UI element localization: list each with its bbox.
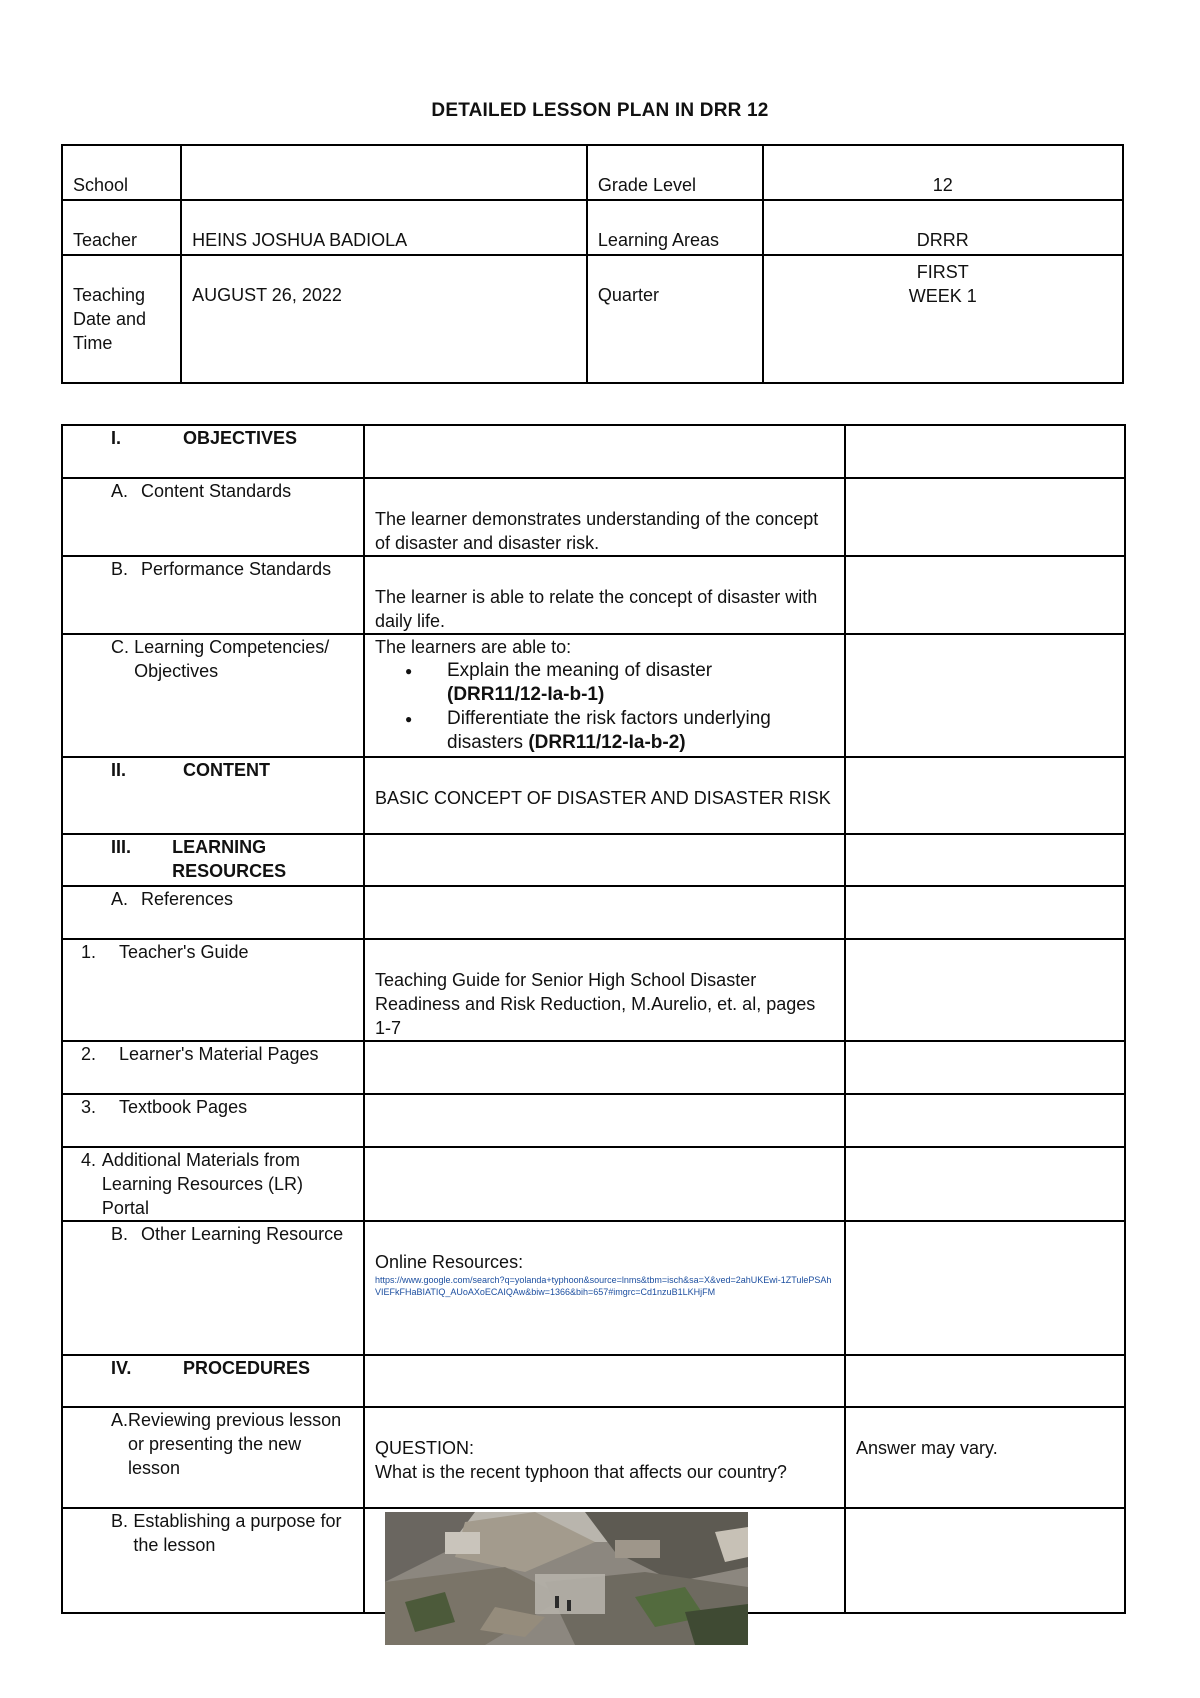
row-other-resource [62,1221,1125,1355]
section-heading-objectives: OBJECTIVES [183,428,298,448]
row-textbook-pages [62,1094,1125,1147]
teachers-guide-label: Teacher's Guide [119,942,249,962]
competency-item [405,707,834,755]
online-resource-link[interactable]: https://www.google.com/search?q=yolanda+typhoon&source=lnms&tbm=isch&sa=X&ved=2ahUKEwi-1ZTulePSAhVIEFkFHaBIATIQ_AUoAXoECAIQAw&biw=1366&bih=657#imgrc=Cd1nzuB1LKHjFM [375,1275,832,1297]
question-label: QUESTION: [375,1438,475,1458]
item-letter: A. [111,481,129,501]
item-letter: B. [111,1511,129,1531]
item-number: 1. [81,942,97,962]
answer-text: Answer may vary. [856,1438,998,1458]
item-letter: B. [111,1224,129,1244]
row-content [62,757,1125,834]
row-additional-materials [62,1147,1125,1221]
competency-code: (DRR11/12-Ia-b-2) [528,732,686,753]
textbook-pages-label: Textbook Pages [119,1097,248,1117]
item-number: 3. [81,1097,97,1117]
quarter-value-line2: WEEK 1 [908,286,977,306]
section-number: II. [111,760,127,780]
row-performance-standards [62,556,1125,634]
section-heading-content: CONTENT [183,760,270,780]
school-value [181,145,587,200]
competency-item [405,659,834,707]
additional-materials-label: Additional Materials from Learning Resources (LR) Portal [101,1150,304,1218]
competencies-label: Learning Competencies/ Objectives [134,637,330,681]
school-label: School [62,145,181,200]
lesson-plan-table [61,424,1126,1614]
row-content-standards [62,478,1125,556]
performance-standards-label: Performance Standards [141,559,332,579]
header-row-teacher [62,200,1123,255]
learning-areas-value: DRRR [763,200,1123,255]
photo-illustration [385,1512,748,1645]
teaching-date-value: AUGUST 26, 2022 [181,255,587,383]
competencies-intro: The learners are able to: [375,637,572,657]
header-row-school [62,145,1123,200]
quarter-value-line1: FIRST [916,262,969,282]
purpose-label: Establishing a purpose for the lesson [133,1511,342,1555]
row-references [62,886,1125,939]
competency-text: Explain the meaning of disaster [447,660,713,681]
teaching-date-label: Teaching Date and Time [62,255,181,383]
header-info-table [61,144,1124,384]
row-procedures [62,1355,1125,1407]
section-heading-learning-resources: LEARNING RESOURCES [172,837,287,881]
performance-standards-value: The learner is able to relate the concept of disaster with daily life. [375,587,818,631]
row-learners-material [62,1041,1125,1094]
item-number: 2. [81,1044,97,1064]
row-competencies [62,634,1125,757]
question-text: What is the recent typhoon that affects our country? [375,1462,787,1482]
section-heading-procedures: PROCEDURES [183,1358,311,1378]
content-standards-label: Content Standards [141,481,292,501]
online-resources-label: Online Resources: [375,1252,524,1272]
competency-code: (DRR11/12-Ia-b-1) [447,684,605,705]
section-number: IV. [111,1358,132,1378]
item-letter: A. [111,889,129,909]
item-letter: C. [111,637,129,657]
row-objectives [62,425,1125,478]
other-resource-label: Other Learning Resource [141,1224,344,1244]
row-teachers-guide [62,939,1125,1041]
content-standards-value: The learner demonstrates understanding of the concept of disaster and disaster risk. [375,509,819,553]
item-letter: B. [111,559,129,579]
document-title: DETAILED LESSON PLAN IN DRR 12 [431,100,769,121]
quarter-value [763,255,1123,383]
teachers-guide-value: Teaching Guide for Senior High School Disaster Readiness and Risk Reduction, M.Aurelio, et. al, pages 1-7 [375,970,816,1038]
section-number: III. [111,837,132,857]
reviewing-label: Reviewing previous lesson or presenting the new lesson [128,1410,342,1478]
typhoon-aftermath-photo [385,1512,748,1645]
content-value: BASIC CONCEPT OF DISASTER AND DISASTER RISK [375,788,831,808]
teacher-label: Teacher [62,200,181,255]
header-row-date [62,255,1123,383]
competency-text: Differentiate the risk factors underlying disasters [447,708,771,753]
references-label: References [141,889,234,909]
learners-material-label: Learner's Material Pages [119,1044,319,1064]
section-number: I. [111,428,122,448]
item-number: 4. [81,1150,97,1170]
grade-level-label: Grade Level [587,145,763,200]
learning-areas-label: Learning Areas [587,200,763,255]
row-reviewing [62,1407,1125,1508]
item-letter: A. [111,1410,129,1430]
teacher-value: HEINS JOSHUA BADIOLA [181,200,587,255]
quarter-label: Quarter [587,255,763,383]
competencies-list [375,659,834,755]
row-learning-resources [62,834,1125,886]
grade-level-value: 12 [763,145,1123,200]
